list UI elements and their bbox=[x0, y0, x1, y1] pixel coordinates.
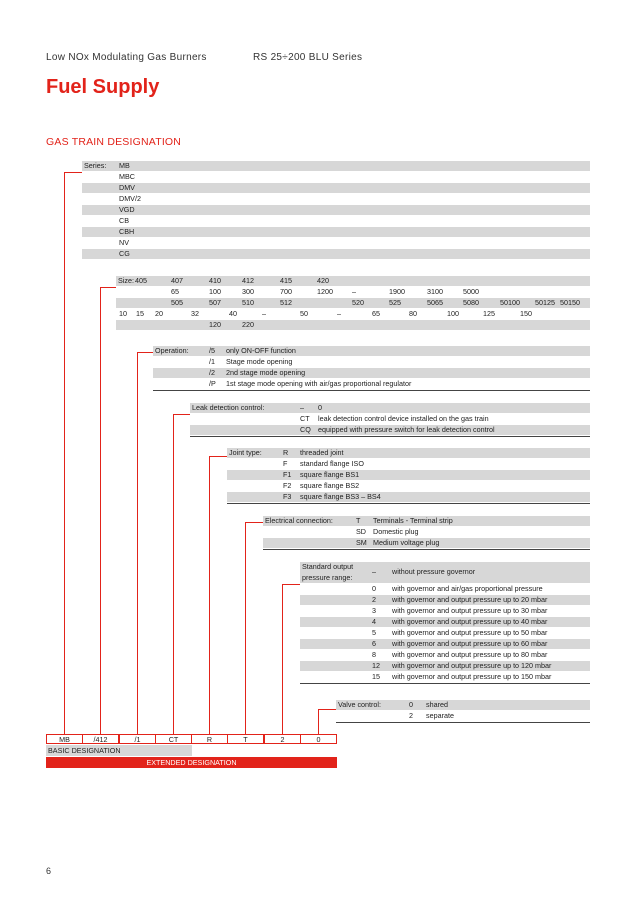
pressure-text: with governor and output pressure up to 40 mbar bbox=[392, 617, 548, 626]
joint-text: standard flange ISO bbox=[300, 459, 364, 468]
size-value: 412 bbox=[242, 276, 254, 285]
section-rule bbox=[336, 722, 590, 723]
connector-line bbox=[209, 456, 227, 457]
row-band bbox=[227, 481, 590, 491]
size-value: 415 bbox=[280, 276, 292, 285]
joint-label: Joint type: bbox=[229, 448, 262, 457]
size-value: 150 bbox=[520, 309, 532, 318]
size-value: – bbox=[262, 309, 266, 318]
valve-code: 0 bbox=[409, 700, 413, 709]
joint-text: square flange BS2 bbox=[300, 481, 360, 490]
series-code: CB bbox=[119, 216, 129, 225]
joint-text: threaded joint bbox=[300, 448, 344, 457]
series-code: DMV/2 bbox=[119, 194, 141, 203]
size-value: 20 bbox=[155, 309, 163, 318]
series-code: NV bbox=[119, 238, 129, 247]
header-left: Low NOx Modulating Gas Burners bbox=[46, 52, 207, 63]
size-value: 5000 bbox=[463, 287, 479, 296]
code-box-1: /412 bbox=[82, 734, 119, 744]
pressure-text: with governor and output pressure up to 60 mbar bbox=[392, 639, 548, 648]
pressure-text: with governor and air/gas proportional pressure bbox=[392, 584, 543, 593]
joint-code: F2 bbox=[283, 481, 292, 490]
pressure-text: without pressure governor bbox=[392, 567, 476, 576]
connector-line bbox=[100, 287, 101, 734]
size-value: 505 bbox=[171, 298, 183, 307]
row-band bbox=[82, 194, 590, 204]
size-value: 525 bbox=[389, 298, 401, 307]
row-band bbox=[227, 448, 590, 458]
joint-code: R bbox=[283, 448, 289, 457]
operation-text: 1st stage mode opening with air/gas proportional regulator bbox=[226, 379, 412, 388]
size-value: 700 bbox=[280, 287, 292, 296]
joint-code: F1 bbox=[283, 470, 292, 479]
joint-text: square flange BS3 – BS4 bbox=[300, 492, 381, 501]
extended-designation-bar: EXTENDED DESIGNATION bbox=[46, 757, 337, 768]
row-band bbox=[153, 368, 590, 378]
size-value: 32 bbox=[191, 309, 199, 318]
leak-label: Leak detection control: bbox=[192, 403, 265, 412]
connector-line bbox=[282, 584, 300, 585]
electrical-label: Electrical connection: bbox=[265, 516, 333, 525]
operation-code: /5 bbox=[209, 346, 215, 355]
leak-text: 0 bbox=[318, 403, 322, 412]
section-subtitle: GAS TRAIN DESIGNATION bbox=[46, 136, 182, 148]
connector-line bbox=[173, 414, 174, 734]
row-band bbox=[82, 183, 590, 193]
row-band bbox=[227, 459, 590, 469]
row-band bbox=[116, 320, 590, 330]
size-value: – bbox=[352, 287, 356, 296]
connector-line bbox=[318, 709, 319, 734]
row-band bbox=[116, 276, 590, 286]
series-label: Series: bbox=[84, 161, 107, 170]
size-value: 300 bbox=[242, 287, 254, 296]
operation-text: 2nd stage mode opening bbox=[226, 368, 306, 377]
series-code: CG bbox=[119, 249, 130, 258]
pressure-code: 3 bbox=[372, 606, 376, 615]
pressure-text: with governor and output pressure up to 20 mbar bbox=[392, 595, 548, 604]
pressure-text: with governor and output pressure up to 150 mbar bbox=[392, 672, 552, 681]
pressure-code: 8 bbox=[372, 650, 376, 659]
valve-code: 2 bbox=[409, 711, 413, 720]
pressure-code: 12 bbox=[372, 661, 380, 670]
row-band bbox=[116, 309, 590, 319]
size-value: 405 bbox=[135, 276, 147, 285]
pressure-code: 2 bbox=[372, 595, 376, 604]
section-rule bbox=[190, 436, 590, 437]
size-label: Size: bbox=[118, 276, 134, 285]
size-value: 220 bbox=[242, 320, 254, 329]
size-value: 512 bbox=[280, 298, 292, 307]
size-value: 3100 bbox=[427, 287, 443, 296]
size-value: 1900 bbox=[389, 287, 405, 296]
leak-text: equipped with pressure switch for leak detection control bbox=[318, 425, 495, 434]
series-code: DMV bbox=[119, 183, 135, 192]
code-box-2: /1 bbox=[119, 734, 156, 744]
pressure-code: 4 bbox=[372, 617, 376, 626]
size-value: 50 bbox=[300, 309, 308, 318]
row-band bbox=[153, 357, 590, 367]
size-value: 120 bbox=[209, 320, 221, 329]
row-band bbox=[82, 161, 590, 171]
code-box-6: 2 bbox=[264, 734, 301, 744]
row-band bbox=[82, 216, 590, 226]
leak-code: CT bbox=[300, 414, 310, 423]
series-code: MBC bbox=[119, 172, 135, 181]
page-title: Fuel Supply bbox=[46, 76, 160, 98]
code-box-7: 0 bbox=[300, 734, 337, 744]
size-value: 510 bbox=[242, 298, 254, 307]
row-band bbox=[82, 227, 590, 237]
electrical-code: SD bbox=[356, 527, 366, 536]
pressure-code: 6 bbox=[372, 639, 376, 648]
valve-label: Valve control: bbox=[338, 700, 382, 709]
leak-text: leak detection control device installed on the gas train bbox=[318, 414, 489, 423]
operation-code: /P bbox=[209, 379, 216, 388]
valve-text: separate bbox=[426, 711, 454, 720]
code-box-5: T bbox=[227, 734, 264, 744]
pressure-text: with governor and output pressure up to 120 mbar bbox=[392, 661, 552, 670]
valve-text: shared bbox=[426, 700, 448, 709]
leak-code: CQ bbox=[300, 425, 311, 434]
operation-code: /2 bbox=[209, 368, 215, 377]
size-value: 407 bbox=[171, 276, 183, 285]
series-code: CBH bbox=[119, 227, 135, 236]
pressure-text: with governor and output pressure up to 80 mbar bbox=[392, 650, 548, 659]
pressure-text: with governor and output pressure up to 50 mbar bbox=[392, 628, 548, 637]
row-band bbox=[336, 711, 590, 721]
basic-designation-bar: BASIC DESIGNATION bbox=[46, 745, 192, 756]
connector-line bbox=[209, 456, 210, 734]
section-rule bbox=[153, 390, 590, 391]
operation-text: Stage mode opening bbox=[226, 357, 293, 366]
size-value: 125 bbox=[483, 309, 495, 318]
pressure-text: with governor and output pressure up to 30 mbar bbox=[392, 606, 548, 615]
electrical-text: Terminals - Terminal strip bbox=[373, 516, 453, 525]
connector-line bbox=[64, 172, 65, 734]
row-band bbox=[227, 470, 590, 480]
joint-text: square flange BS1 bbox=[300, 470, 360, 479]
connector-line bbox=[137, 352, 138, 734]
series-code: MB bbox=[119, 161, 130, 170]
size-value: 1200 bbox=[317, 287, 333, 296]
pressure-label: Standard output bbox=[302, 562, 354, 571]
section-rule bbox=[227, 503, 590, 504]
row-band bbox=[82, 205, 590, 215]
connector-line bbox=[318, 709, 336, 710]
row-band bbox=[82, 249, 590, 259]
pressure-label: pressure range: bbox=[302, 573, 353, 582]
joint-code: F bbox=[283, 459, 288, 468]
size-value: 50125 bbox=[535, 298, 555, 307]
header-right: RS 25÷200 BLU Series bbox=[253, 52, 363, 63]
page-number: 6 bbox=[46, 866, 52, 876]
size-value: 100 bbox=[447, 309, 459, 318]
size-value: 5065 bbox=[427, 298, 443, 307]
operation-text: only ON-OFF function bbox=[226, 346, 296, 355]
size-value: 40 bbox=[229, 309, 237, 318]
electrical-text: Domestic plug bbox=[373, 527, 419, 536]
row-band bbox=[82, 172, 590, 182]
connector-line bbox=[137, 352, 153, 353]
section-rule bbox=[263, 549, 590, 550]
size-value: 10 bbox=[119, 309, 127, 318]
operation-label: Operation: bbox=[155, 346, 189, 355]
leak-code: – bbox=[300, 403, 304, 412]
size-value: – bbox=[337, 309, 341, 318]
joint-code: F3 bbox=[283, 492, 292, 501]
size-value: 80 bbox=[409, 309, 417, 318]
electrical-code: SM bbox=[356, 538, 367, 547]
size-value: 50150 bbox=[560, 298, 580, 307]
code-box-3: CT bbox=[155, 734, 192, 744]
size-value: 100 bbox=[209, 287, 221, 296]
connector-line bbox=[245, 522, 246, 734]
connector-line bbox=[100, 287, 116, 288]
row-band bbox=[82, 238, 590, 248]
pressure-code: 15 bbox=[372, 672, 380, 681]
pressure-code: – bbox=[372, 567, 376, 576]
operation-code: /1 bbox=[209, 357, 215, 366]
row-band bbox=[263, 527, 590, 537]
pressure-code: 0 bbox=[372, 584, 376, 593]
size-value: 520 bbox=[352, 298, 364, 307]
connector-line bbox=[64, 172, 82, 173]
size-value: 15 bbox=[136, 309, 144, 318]
electrical-code: T bbox=[356, 516, 361, 525]
size-value: 65 bbox=[171, 287, 179, 296]
connector-line bbox=[282, 584, 283, 734]
row-band bbox=[227, 492, 590, 502]
code-box-0: MB bbox=[46, 734, 83, 744]
connector-line bbox=[245, 522, 263, 523]
row-band bbox=[153, 346, 590, 356]
connector-line bbox=[173, 414, 190, 415]
section-rule bbox=[300, 683, 590, 684]
size-value: 65 bbox=[372, 309, 380, 318]
size-value: 5080 bbox=[463, 298, 479, 307]
size-value: 410 bbox=[209, 276, 221, 285]
size-value: 420 bbox=[317, 276, 329, 285]
series-code: VGD bbox=[119, 205, 135, 214]
size-value: 507 bbox=[209, 298, 221, 307]
code-box-4: R bbox=[191, 734, 228, 744]
pressure-code: 5 bbox=[372, 628, 376, 637]
size-value: 50100 bbox=[500, 298, 520, 307]
electrical-text: Medium voltage plug bbox=[373, 538, 440, 547]
